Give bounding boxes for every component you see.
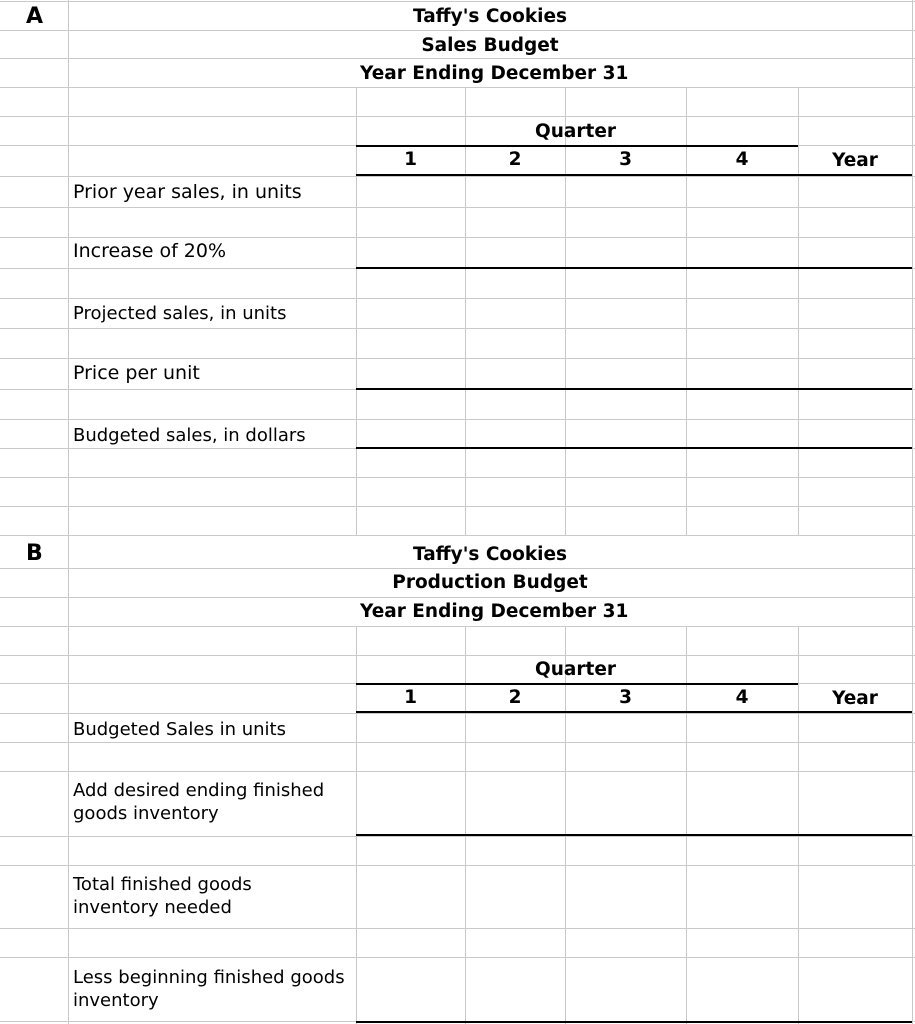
section-b-col-q2: 2	[508, 687, 522, 708]
section-b-label: B	[26, 541, 43, 566]
section-b-company-title: Taffy's Cookies	[412, 544, 568, 565]
section-a-budget-title: Sales Budget	[421, 35, 559, 56]
section-b-period: Year Ending December 31	[360, 601, 629, 622]
section-b-col-q4: 4	[735, 687, 749, 708]
row-label-projected-sales: Projected sales, in units	[73, 303, 287, 324]
row-label-budgeted-sales-dollars: Budgeted sales, in dollars	[73, 425, 306, 446]
section-a-period: Year Ending December 31	[360, 63, 629, 84]
section-a-col-year: Year	[832, 150, 878, 171]
section-b-budget-title: Production Budget	[392, 572, 588, 593]
row-label-desired-ending-inventory: Add desired ending finished goods inventory	[73, 780, 325, 824]
section-a-col-q4: 4	[735, 149, 749, 170]
row-label-price-per-unit: Price per unit	[73, 362, 200, 384]
section-a-quarter-header: Quarter	[534, 121, 617, 142]
section-b-col-year: Year	[832, 688, 878, 709]
section-b-col-q1: 1	[404, 687, 417, 708]
section-a-col-q1: 1	[404, 149, 417, 170]
row-label-budgeted-sales-units: Budgeted Sales in units	[73, 719, 286, 740]
section-b-quarter-header: Quarter	[534, 659, 617, 680]
row-label-total-inventory-needed: Total finished goods inventory needed	[73, 874, 252, 918]
section-a-col-q2: 2	[508, 149, 522, 170]
section-a-company-title: Taffy's Cookies	[412, 6, 568, 27]
row-label-prior-year-sales: Prior year sales, in units	[73, 181, 302, 203]
section-a-col-q3: 3	[619, 149, 632, 170]
section-a-label: A	[26, 4, 44, 29]
row-label-increase: Increase of 20%	[73, 240, 227, 262]
section-b-col-q3: 3	[619, 687, 632, 708]
row-label-beginning-inventory: Less beginning finished goods inventory	[73, 967, 345, 1011]
